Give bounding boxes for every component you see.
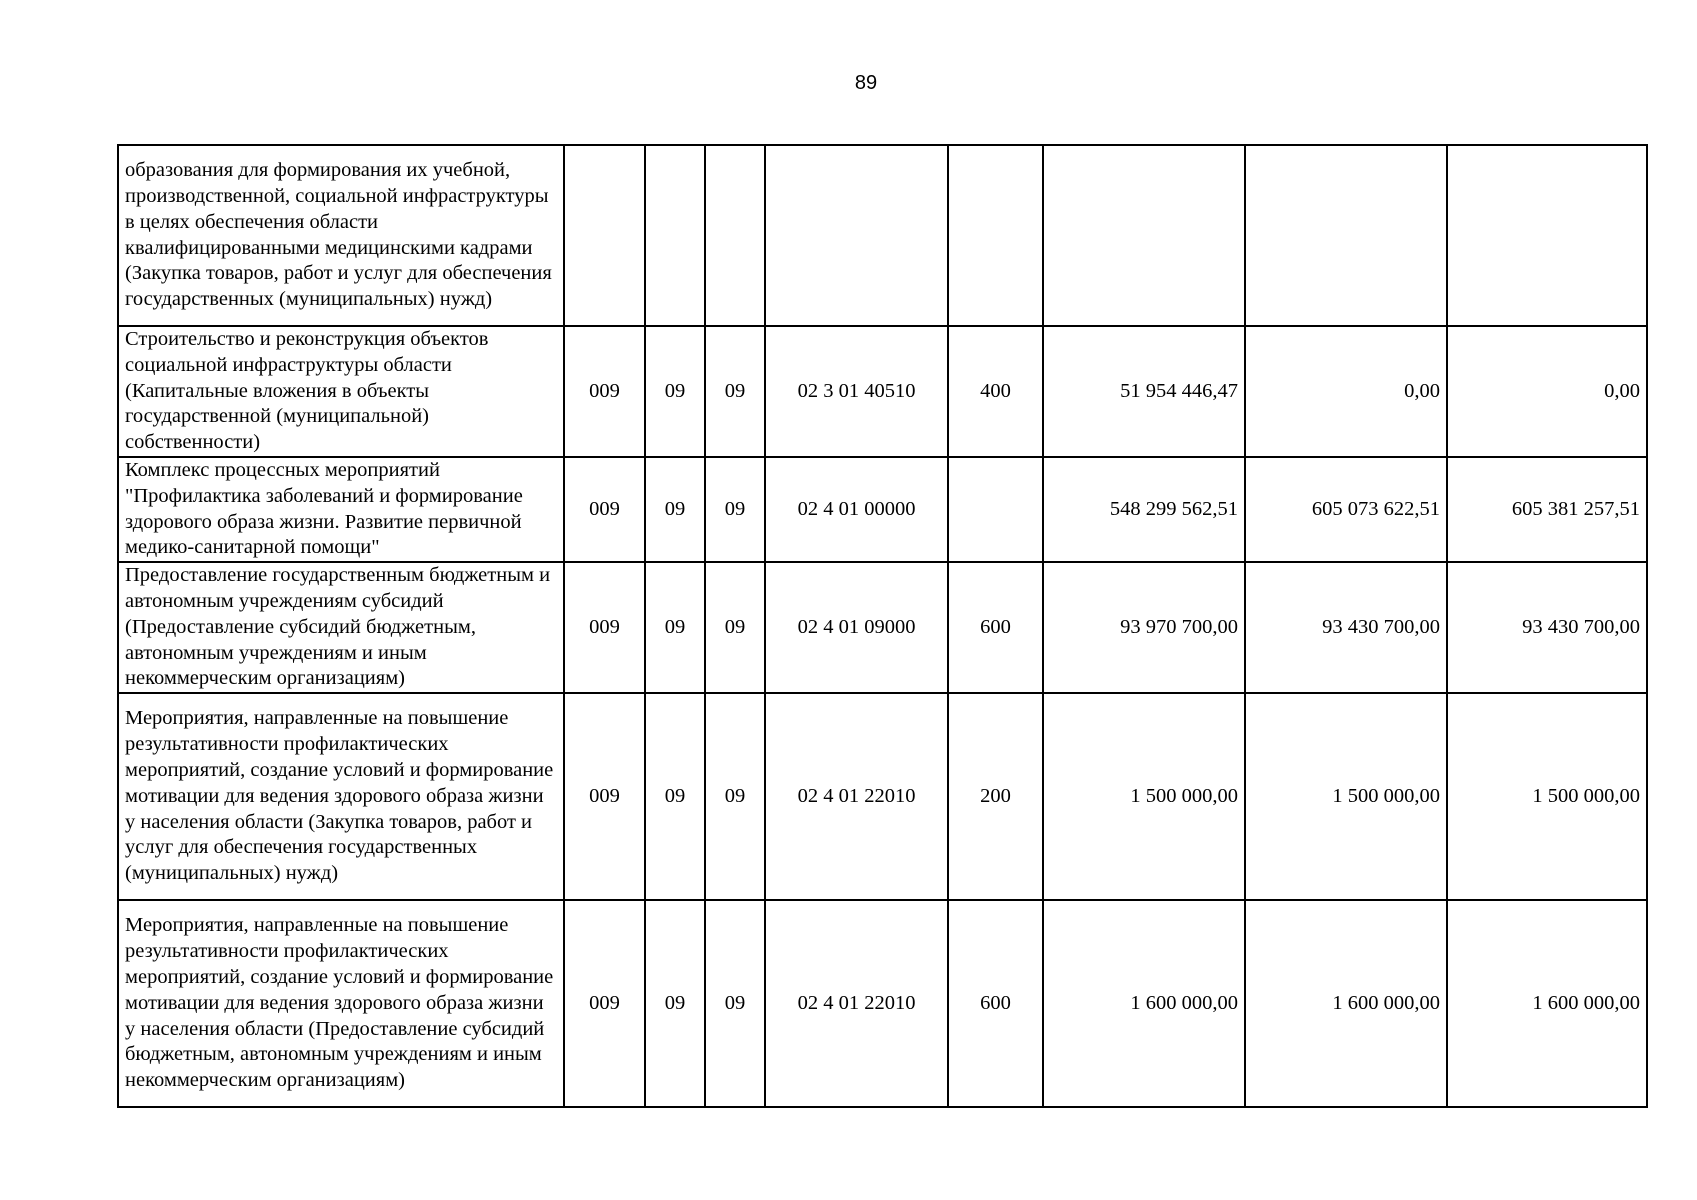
amount-year-2: 605 073 622,51 <box>1245 457 1447 562</box>
subsection-code <box>705 145 765 326</box>
section-code: 09 <box>645 562 705 693</box>
ministry-code: 009 <box>564 900 645 1107</box>
ministry-code: 009 <box>564 326 645 457</box>
row-description: Мероприятия, направленные на повышение результативности профилактических мероприятий, создание условий и формирование мотивации для ведения здорового образа жизни у населения области (Закупка товаров, работ и услуг для обеспечения государственных (муниципальных) нужд) <box>118 693 564 900</box>
table-row <box>118 562 1647 693</box>
amount-year-1: 548 299 562,51 <box>1043 457 1245 562</box>
row-description: Мероприятия, направленные на повышение результативности профилактических мероприятий, создание условий и формирование мотивации для ведения здорового образа жизни у населения области (Предоставление субсидий бюджетным, автономным учреждениям и иным некоммерческим организациям) <box>118 900 564 1107</box>
subsection-code: 09 <box>705 326 765 457</box>
amount-year-1: 93 970 700,00 <box>1043 562 1245 693</box>
amount-year-1 <box>1043 145 1245 326</box>
amount-year-2: 93 430 700,00 <box>1245 562 1447 693</box>
amount-year-3 <box>1447 145 1647 326</box>
target-article-code: 02 4 01 22010 <box>765 693 948 900</box>
amount-year-3: 93 430 700,00 <box>1447 562 1647 693</box>
amount-year-2: 1 600 000,00 <box>1245 900 1447 1107</box>
expense-type-code <box>948 145 1043 326</box>
amount-year-3: 1 500 000,00 <box>1447 693 1647 900</box>
amount-year-2 <box>1245 145 1447 326</box>
ministry-code <box>564 145 645 326</box>
table-row <box>118 326 1647 457</box>
section-code: 09 <box>645 693 705 900</box>
amount-year-3: 605 381 257,51 <box>1447 457 1647 562</box>
target-article-code: 02 3 01 40510 <box>765 326 948 457</box>
expense-type-code <box>948 457 1043 562</box>
amount-year-1: 51 954 446,47 <box>1043 326 1245 457</box>
ministry-code: 009 <box>564 457 645 562</box>
row-description: Строительство и реконструкция объектов социальной инфраструктуры области (Капитальные вложения в объекты государственной (муниципальной) собственности) <box>118 326 564 457</box>
expense-type-code: 400 <box>948 326 1043 457</box>
subsection-code: 09 <box>705 457 765 562</box>
section-code: 09 <box>645 900 705 1107</box>
target-article-code <box>765 145 948 326</box>
amount-year-1: 1 600 000,00 <box>1043 900 1245 1107</box>
amount-year-3: 1 600 000,00 <box>1447 900 1647 1107</box>
ministry-code: 009 <box>564 562 645 693</box>
section-code: 09 <box>645 326 705 457</box>
row-description: образования для формирования их учебной, производственной, социальной инфраструктуры в целях обеспечения области квалифицированными медицинскими кадрами (Закупка товаров, работ и услуг для обеспечения государственных (муниципальных) нужд) <box>118 145 564 326</box>
ministry-code: 009 <box>564 693 645 900</box>
page-number: 89 <box>854 72 878 94</box>
row-description: Комплекс процессных мероприятий "Профилактика заболеваний и формирование здорового образа жизни. Развитие первичной медико-санитарной помощи" <box>118 457 564 562</box>
table-row <box>118 693 1647 900</box>
subsection-code: 09 <box>705 900 765 1107</box>
table-row <box>118 900 1647 1107</box>
amount-year-3: 0,00 <box>1447 326 1647 457</box>
table-row <box>118 145 1647 326</box>
amount-year-1: 1 500 000,00 <box>1043 693 1245 900</box>
section-code: 09 <box>645 457 705 562</box>
amount-year-2: 0,00 <box>1245 326 1447 457</box>
amount-year-2: 1 500 000,00 <box>1245 693 1447 900</box>
expense-type-code: 200 <box>948 693 1043 900</box>
target-article-code: 02 4 01 09000 <box>765 562 948 693</box>
target-article-code: 02 4 01 00000 <box>765 457 948 562</box>
subsection-code: 09 <box>705 693 765 900</box>
subsection-code: 09 <box>705 562 765 693</box>
table-row <box>118 457 1647 562</box>
expense-type-code: 600 <box>948 900 1043 1107</box>
budget-table <box>117 144 1648 1108</box>
row-description: Предоставление государственным бюджетным и автономным учреждениям субсидий (Предоставление субсидий бюджетным, автономным учреждениям и иным некоммерческим организациям) <box>118 562 564 693</box>
expense-type-code: 600 <box>948 562 1043 693</box>
target-article-code: 02 4 01 22010 <box>765 900 948 1107</box>
section-code <box>645 145 705 326</box>
